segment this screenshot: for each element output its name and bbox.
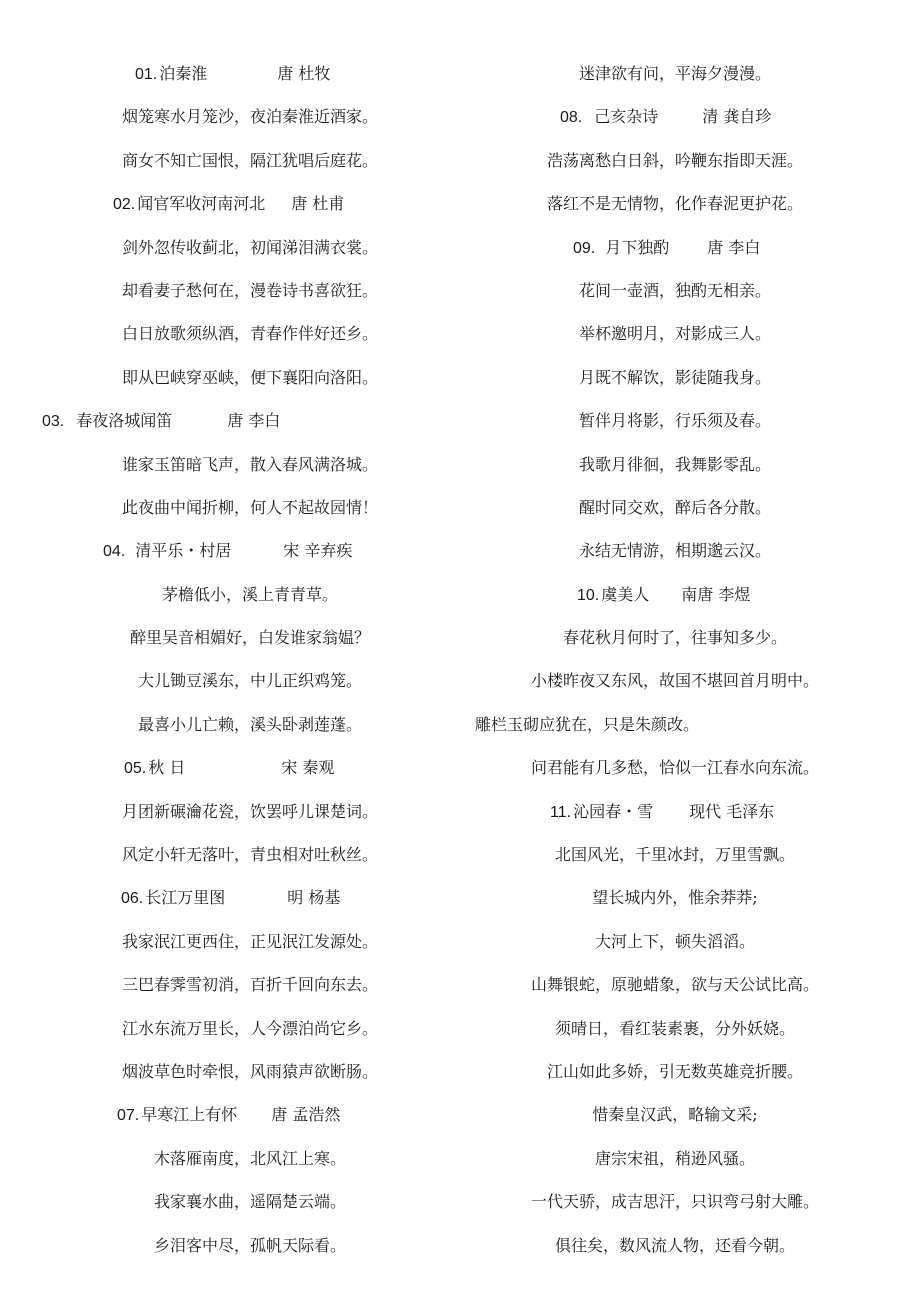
poem-line: 烟波草色时牵恨，风雨猿声欲断肠。 (121, 1061, 378, 1081)
poem-number: 02. (113, 196, 136, 214)
poem-name: 早寒江上有怀 (141, 1105, 238, 1125)
poem-line: 迷津欲有问，平海夕漫漫。 (578, 64, 771, 83)
poem-line: 落红不是无情物，化作春泥更护花。 (546, 194, 803, 214)
poem-line: 雕栏玉砌应犹在，只是朱颜改。 (475, 714, 700, 734)
poem-number: 05. (124, 760, 147, 778)
left-column (40, 52, 460, 1267)
poem-line: 烟笼寒水月笼沙，夜泊秦淮近酒家。 (121, 107, 378, 127)
poem-line: 浩荡离愁白日斜，吟鞭东指即天涯。 (546, 150, 803, 170)
poem-line: 月既不解饮，影徒随我身。 (578, 367, 771, 387)
poem-line: 剑外忽传收蓟北，初闻涕泪满衣裳。 (121, 237, 378, 257)
poem-line: 唐宗宋祖，稍逊风骚。 (594, 1148, 755, 1168)
poem-author: 明 杨基 (287, 888, 341, 908)
poem-name: 泊秦淮 (159, 64, 208, 83)
poem-author: 宋 辛弃疾 (283, 541, 353, 561)
poem-line: 须晴日，看红装素裹，分外妖娆。 (554, 1018, 795, 1038)
poem-number: 08. (560, 109, 583, 127)
poem-line: 我家襄水曲，遥隔楚云端。 (153, 1192, 346, 1212)
poem-name: 月下独酌 (605, 237, 670, 257)
poem-author: 唐 杜甫 (291, 194, 345, 214)
poem-title (40, 876, 460, 919)
poem-line: 大儿锄豆溪东，中儿正织鸡笼。 (137, 671, 362, 691)
poem-line: 春花秋月何时了，往事知多少。 (562, 628, 787, 648)
poem-name: 沁园春・雪 (573, 801, 654, 821)
poem-title (40, 399, 460, 442)
poem-title (40, 52, 460, 95)
poem-line: 问君能有几多愁，恰似一江春水向东流。 (530, 758, 819, 778)
poem-author: 清 龚自珍 (702, 107, 772, 127)
poem-line: 醒时同交欢，醉后各分散。 (578, 497, 771, 517)
poem-number: 01. (135, 66, 158, 83)
poem-line: 举杯邀明月，对影成三人。 (578, 324, 771, 344)
poem-line: 惜秦皇汉武，略输文采; (592, 1105, 758, 1125)
poem-line: 暂伴月将影，行乐须及春。 (578, 411, 771, 431)
poem-line: 三巴春霁雪初消，百折千回向东去。 (121, 975, 378, 995)
poem-name: 虞美人 (601, 584, 650, 604)
poem-line: 永结无情游，相期邈云汉。 (578, 541, 771, 561)
poem-line: 木落雁南度，北风江上寒。 (153, 1148, 346, 1168)
poem-author: 唐 孟浩然 (271, 1105, 341, 1125)
poem-author: 南唐 李煜 (681, 584, 751, 604)
poem-number: 07. (117, 1107, 140, 1125)
poem-number: 11. (550, 803, 572, 821)
poem-line: 谁家玉笛暗飞声，散入春风满洛城。 (121, 454, 378, 474)
poem-line: 月团新碾瀹花瓷，饮罢呼儿课楚词。 (121, 801, 378, 821)
poem-line: 我歌月徘徊，我舞影零乱。 (578, 454, 771, 474)
poem-title (40, 529, 460, 572)
poem-line: 江水东流万里长，人今漂泊尚它乡。 (121, 1018, 378, 1038)
poem-line: 山舞银蛇，原驰蜡象，欲与天公试比高。 (530, 975, 819, 995)
right-column (465, 52, 885, 1267)
poem-title (465, 95, 885, 138)
poem-author: 宋 秦观 (281, 758, 335, 778)
poem-line: 商女不知亡国恨，隔江犹唱后庭花。 (121, 150, 378, 170)
poem-title (465, 573, 885, 616)
poem-line: 花间一壶酒，独酌无相亲。 (578, 280, 771, 300)
poem-number: 09. (573, 239, 596, 257)
poem-title (40, 1093, 460, 1136)
poem-name: 清平乐・村居 (135, 541, 232, 561)
poem-name: 己亥杂诗 (594, 107, 659, 127)
poem-line: 乡泪客中尽，孤帆天际看。 (153, 1235, 346, 1255)
poem-line: 江山如此多娇，引无数英雄竞折腰。 (546, 1061, 803, 1081)
poem-line: 醉里吴音相媚好，白发谁家翁媪？ (129, 628, 370, 648)
poem-line: 风定小轩无落叶，青虫相对吐秋丝。 (121, 845, 378, 865)
poem-title (40, 746, 460, 789)
poem-title (465, 790, 885, 833)
poem-number: 06. (121, 890, 144, 908)
poem-author: 唐 李白 (707, 237, 761, 257)
poem-line: 白日放歌须纵酒，青春作伴好还乡。 (121, 324, 378, 344)
poem-author: 现代 毛泽东 (689, 801, 775, 821)
poem-title (40, 182, 460, 225)
poem-line: 却看妻子愁何在，漫卷诗书喜欲狂。 (121, 280, 378, 300)
poem-line: 北国风光，千里冰封，万里雪飘。 (554, 845, 795, 865)
poem-line: 小楼昨夜又东风，故国不堪回首月明中。 (530, 671, 819, 691)
poem-name: 春夜洛城闻笛 (76, 411, 173, 431)
poem-line: 我家泯江更西住，正见泯江发源处。 (121, 931, 378, 951)
poem-author: 唐 李白 (227, 411, 281, 431)
poem-name: 长江万里图 (145, 888, 226, 908)
poem-line: 望长城内外，惟余莽莽; (592, 888, 758, 908)
poem-line: 此夜曲中闻折柳，何人不起故园情！ (121, 497, 378, 517)
poem-line: 大河上下，顿失滔滔。 (594, 931, 755, 951)
poem-title (465, 226, 885, 269)
poem-name: 闻官军收河南河北 (137, 194, 266, 214)
poem-author: 唐 杜牧 (277, 64, 331, 83)
poem-line: 俱往矣，数风流人物，还看今朝。 (554, 1235, 795, 1255)
poem-line: 茅檐低小，溪上青青草。 (161, 584, 338, 604)
poem-number: 10. (577, 586, 600, 604)
poem-line: 最喜小儿亡赖，溪头卧剥莲蓬。 (137, 714, 362, 734)
poem-line: 即从巴峡穿巫峡，便下襄阳向洛阳。 (121, 367, 378, 387)
poem-number: 04. (103, 543, 126, 561)
poem-number: 03. (42, 413, 65, 431)
poem-line: 一代天骄，成吉思汗，只识弯弓射大雕。 (530, 1192, 819, 1212)
poem-name: 秋 日 (148, 758, 186, 778)
